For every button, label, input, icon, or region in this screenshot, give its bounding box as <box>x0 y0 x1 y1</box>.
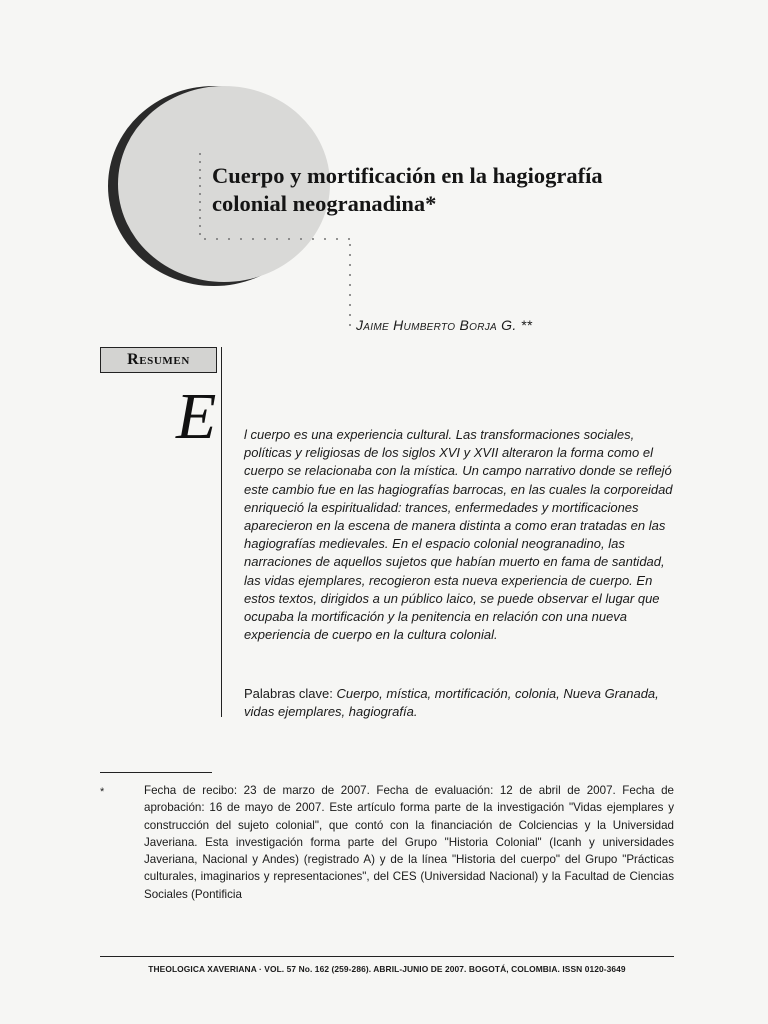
article-title-line1: Cuerpo y mortificación en la hagiografía <box>212 163 603 188</box>
resumen-heading: Resumen <box>100 347 217 373</box>
footnote-text: Fecha de recibo: 23 de marzo de 2007. Fecha de evaluación: 12 de abril de 2007. Fecha de aprobación: 16 de mayo de 2007. Este artículo forma parte de la investigación "Vidas ejemplares y construcción del sujeto colonial", que contó con la financiación de Colciencias y la Universidad Javeriana. Esta investigación forma parte del Grupo "Historia Colonial" (Icanh y universidades Javeriana, Nacional y Andes) (registrado A) y de la línea "Historia del cuerpo" del Grupo "Prácticas culturales, imaginarios y representaciones", del CES (Universidad Nacional) y la Facultad de Ciencias Sociales (Pontificia <box>144 784 674 901</box>
article-title <box>212 162 672 218</box>
section-vertical-rule <box>221 347 222 717</box>
dotted-line-horizontal <box>199 238 351 240</box>
dotted-line-vertical-right <box>349 240 351 330</box>
dotted-line-vertical <box>199 150 201 240</box>
footer-rule <box>100 956 674 957</box>
footnote-marker: * <box>100 786 105 798</box>
footnote-rule <box>100 772 212 773</box>
keywords-label: Palabras clave: <box>244 686 333 701</box>
journal-footer: THEOLOGICA XAVERIANA · VOL. 57 No. 162 (259-286). ABRIL-JUNIO DE 2007. BOGOTÁ, COLOMBIA. ISSN 0120-3649 <box>148 964 626 974</box>
keywords-list: Cuerpo, mística, mortificación, colonia, Nueva Granada, vidas ejemplares, hagiografía. <box>244 686 659 720</box>
abstract-text: l cuerpo es una experiencia cultural. Las transformaciones sociales, políticas y religiosas de los siglos XVI y XVII alteraron la forma como el cuerpo se relacionaba con la mística. Un campo narrativo donde se reflejó este cambio fue en las hagiografías barrocas, en las cuales la corporeidad enriqueció la espiritualidad: trances, enfermedades y mortificaciones aparecieron en la escena de manera distinta a como eran tratadas en las hagiografías medievales. En el espacio colonial neogranadino, las narraciones de aquellos sujetos que habían muerto en fama de santidad, las vidas ejemplares, recogieron esta nueva experiencia de cuerpo. En estos textos, dirigidos a un público laico, se puede observar el lugar que ocupaba la mortificación y la penitencia en relación con una nueva experiencia de cuerpo en la cultura colonial. <box>244 427 673 643</box>
keywords-paragraph <box>244 685 676 721</box>
article-title-line2: colonial neogranadina* <box>212 191 437 216</box>
drop-cap: E <box>176 380 217 453</box>
article-author: Jaime Humberto Borja G. ** <box>356 317 533 333</box>
